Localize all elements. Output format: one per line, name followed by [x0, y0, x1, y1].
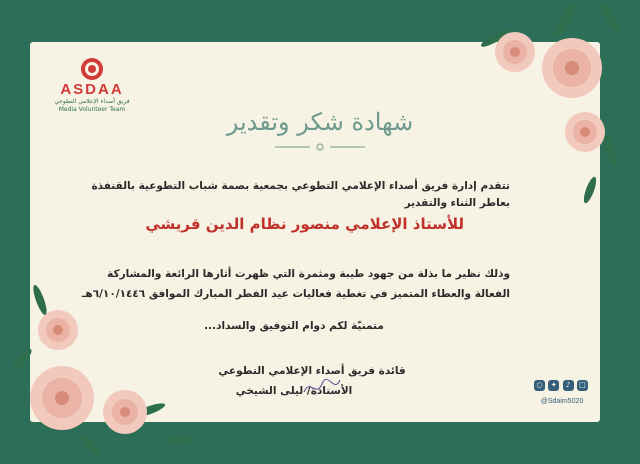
- asdaa-logo: [52, 56, 132, 118]
- ornament-icon: [270, 140, 370, 154]
- wishes-text: متمنيّة لكم دوام التوفيق والسداد...: [204, 320, 384, 332]
- instagram-icon: □: [577, 380, 588, 391]
- signer-name: الأستاذة/ ليلى الشيخي: [235, 385, 353, 397]
- snapchat-icon: ○: [534, 380, 545, 391]
- certificate-title: شهادة شكر وتقدير: [226, 108, 414, 136]
- logo-arabic: فريق أصداء الإعلامي التطوعي: [54, 98, 130, 105]
- signer-title: قائدة فريق أصداء الإعلامي التطوعي: [218, 365, 406, 377]
- social-icons: [534, 380, 588, 392]
- body-text: وذلك نظير ما بذلة من جهود طيبة ومثمرة التي ظهرت أثارها الرائعة والمشاركة الفعالة والعطاء المتميز في تغطية فعاليات عيد الفطر المبارك الموافق ٦/١٠/١٤٤٦هـ: [81, 268, 510, 300]
- tiktok-icon: ♪: [563, 380, 574, 391]
- signal-icon: [75, 56, 109, 82]
- intro-text: تتقدم إدارة فريق أصداء الإعلامي التطوعي بجمعية بصمة شباب التطوعية بالقنفذة بعاطر الثناء والتقدير: [91, 180, 510, 209]
- signature-icon: [300, 374, 344, 400]
- logo-name: ASDAA: [60, 81, 124, 98]
- social-handle: @Sdaim5020: [540, 398, 584, 405]
- twitter-icon: ✦: [548, 380, 559, 391]
- logo-english: Media Volunteer Team: [58, 106, 126, 113]
- recipient-name: للأستاذ الإعلامي منصور نظام الدين قريشي: [145, 215, 464, 233]
